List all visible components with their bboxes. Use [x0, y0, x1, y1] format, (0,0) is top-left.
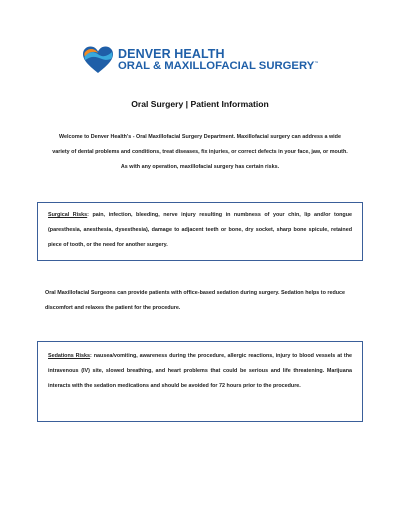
sedation-risks-text	[48, 349, 352, 394]
trademark-symbol: ™	[314, 60, 319, 66]
sedation-paragraph: Oral Maxillofacial Surgeons can provide patients with office-based sedation during surgery. Sedation helps to reduce discomfort and relaxes the patient for the procedure.	[45, 290, 346, 311]
logo-department-name	[118, 61, 318, 72]
logo-org-name: DENVER HEALTH	[118, 46, 225, 61]
document-title: Oral Surgery | Patient Information	[131, 99, 269, 109]
sedation-risks-box	[37, 341, 363, 422]
sedation-risks-body: : nausea/vomiting, awareness during the procedure, allergic reactions, injury to blood vessels at the intravenous (IV) site, slowed breathing, and heart problems that could be serious and life threatening. Marijuana interacts with the sedation medications and should be avoided for 72 hours prior to the procedure.	[48, 353, 352, 389]
denver-health-logo	[82, 45, 318, 75]
surgical-risks-box	[37, 202, 363, 261]
heart-logo-icon	[82, 45, 114, 75]
surgical-risks-body: : pain, infection, bleeding, nerve injury resulting in numbness of your chin, lip and/or tongue (paresthesia, anesthesia, dysesthesia), damage to adjacent teeth or bone, dry socket, sharp bone spicule, retained piece of tooth, or the need for another surgery.	[48, 212, 352, 248]
surgical-risks-label: Surgical Risks	[48, 212, 88, 218]
surgical-risks-text	[48, 208, 352, 253]
logo-department-text: ORAL & MAXILLOFACIAL SURGERY	[118, 60, 315, 73]
intro-paragraph: Welcome to Denver Health's - Oral Maxillofacial Surgery Department. Maxillofacial surgery can address a wide variety of dental problems and conditions, treat diseases, fix injuries, or correct defects in your face, jaw, or mouth. As with any operation, maxillofacial surgery has certain risks.	[52, 134, 348, 170]
sedation-risks-label: Sedations Risks	[48, 353, 91, 359]
